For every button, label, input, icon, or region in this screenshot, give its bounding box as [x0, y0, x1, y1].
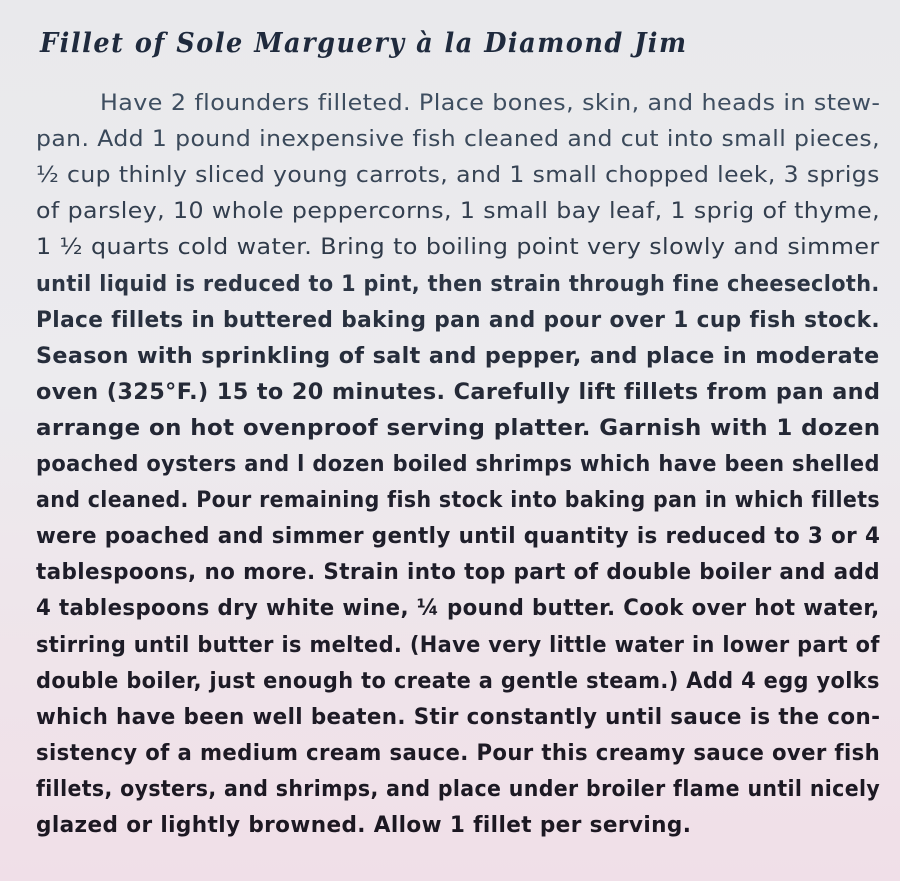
recipe-line: ½ cup thinly sliced young carrots, and 1 small chopped leek, 3 sprigs: [36, 162, 880, 188]
recipe-line: arrange on hot ovenproof serving platter. Garnish with 1 dozen: [36, 415, 881, 441]
recipe-line: stirring until butter is melted. (Have very little water in lower part of: [36, 632, 880, 658]
recipe-line: Have 2 flounders filleted. Place bones, skin, and heads in stew-: [100, 90, 881, 116]
recipe-line: 4 tablespoons dry white wine, ¼ pound butter. Cook over hot water,: [36, 595, 880, 621]
recipe-line: 1 ½ quarts cold water. Bring to boiling point very slowly and simmer: [36, 234, 880, 260]
recipe-line: fillets, oysters, and shrimps, and place under broiler flame until nicely: [36, 776, 881, 802]
recipe-line: tablespoons, no more. Strain into top part of double boiler and add: [36, 559, 881, 585]
recipe-line: Place fillets in buttered baking pan and pour over 1 cup fish stock.: [36, 307, 880, 333]
recipe-line: oven (325°F.) 15 to 20 minutes. Carefully lift fillets from pan and: [36, 379, 881, 405]
recipe-line: were poached and simmer gently until quantity is reduced to 3 or 4: [36, 523, 881, 549]
recipe-line: double boiler, just enough to create a gentle steam.) Add 4 egg yolks: [36, 668, 880, 694]
recipe-line: and cleaned. Pour remaining fish stock into baking pan in which fillets: [36, 487, 880, 513]
recipe-line: Season with sprinkling of salt and pepper, and place in moderate: [36, 343, 880, 369]
recipe-line: which have been well beaten. Stir constantly until sauce is the con-: [36, 704, 881, 730]
recipe-line: pan. Add 1 pound inexpensive fish cleaned and cut into small pieces,: [36, 126, 880, 152]
recipe-line: sistency of a medium cream sauce. Pour this creamy sauce over fish: [36, 740, 881, 766]
recipe-line: of parsley, 10 whole peppercorns, 1 small bay leaf, 1 sprig of thyme,: [36, 198, 881, 224]
recipe-line: poached oysters and l dozen boiled shrimps which have been shelled: [36, 451, 880, 477]
recipe-line: glazed or lightly browned. Allow 1 fillet per serving.: [36, 812, 692, 838]
recipe-line: until liquid is reduced to 1 pint, then strain through fine cheesecloth.: [36, 271, 880, 297]
recipe-title: Fillet of Sole Marguery à la Diamond Jim: [40, 28, 688, 59]
